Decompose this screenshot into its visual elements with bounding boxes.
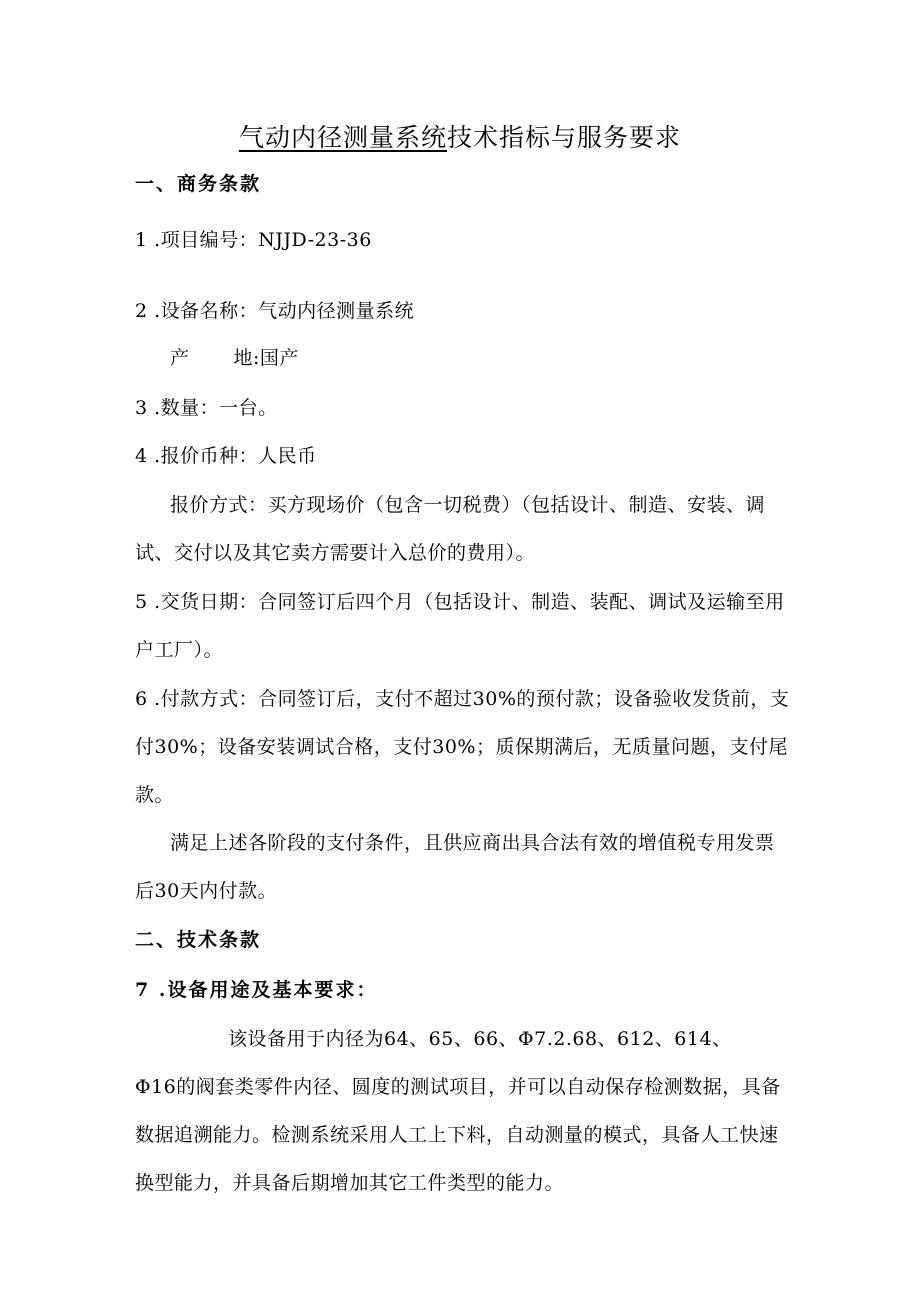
origin-label-b: 地: — [233, 347, 260, 369]
usage-line-4: 换型能力，并具备后期增加其它工件类型的能力。 — [135, 1172, 565, 1194]
section-heading-commercial: 一、商务条款 — [135, 173, 262, 195]
quote-method-line-1: 报价方式：买方现场价（包含一切税费）（包括设计、制造、安装、调 — [170, 494, 766, 516]
item-project-number: 1 .项目编号：NJJD-23-36 — [135, 229, 372, 251]
item-payment-line-3: 款。 — [135, 784, 175, 806]
item-usage-heading: 7 .设备用途及基本要求： — [135, 979, 378, 1001]
payment-condition-line-1: 满足上述各阶段的支付条件，且供应商出具合法有效的增值税专用发票 — [170, 832, 775, 854]
item-payment-line-1: 6 .付款方式：合同签订后，支付不超过30%的预付款；设备验收发货前，支 — [135, 688, 790, 710]
origin-line — [170, 346, 299, 370]
origin-label-a: 产 — [170, 347, 190, 369]
quote-method-line-2: 试、交付以及其它卖方需要计入总价的费用）。 — [135, 542, 536, 564]
document-title — [0, 122, 920, 154]
item-payment-line-2: 付30%；设备安装调试合格，支付30%；质保期满后，无质量问题，支付尾 — [135, 736, 788, 758]
usage-line-1: 该设备用于内径为64、65、66、Φ7.2.68、612、614、 — [228, 1028, 732, 1050]
origin-value: 国产 — [259, 347, 299, 369]
section-heading-technical: 二、技术条款 — [135, 929, 262, 951]
title-rest: 技术指标与服务要求 — [447, 123, 682, 152]
payment-condition-line-2: 后30天内付款。 — [135, 880, 278, 902]
usage-line-2: Φ16的阀套类零件内径、圆度的测试项目，并可以自动保存检测数据，具备 — [135, 1076, 781, 1098]
usage-line-3: 数据追溯能力。检测系统采用人工上下料，自动测量的模式，具备人工快速 — [135, 1124, 779, 1146]
title-underlined-part: 气动内径测量系统 — [238, 123, 447, 152]
item-quantity: 3 .数量：一台。 — [135, 397, 278, 419]
item-currency: 4 .报价币种：人民币 — [135, 445, 317, 467]
item-equipment-name: 2 .设备名称：气动内径测量系统 — [135, 300, 415, 322]
item-delivery-line-2: 户工厂）。 — [135, 639, 224, 661]
item-delivery-line-1: 5 .交货日期：合同签订后四个月（包括设计、制造、装配、调试及运输至用 — [135, 591, 785, 613]
